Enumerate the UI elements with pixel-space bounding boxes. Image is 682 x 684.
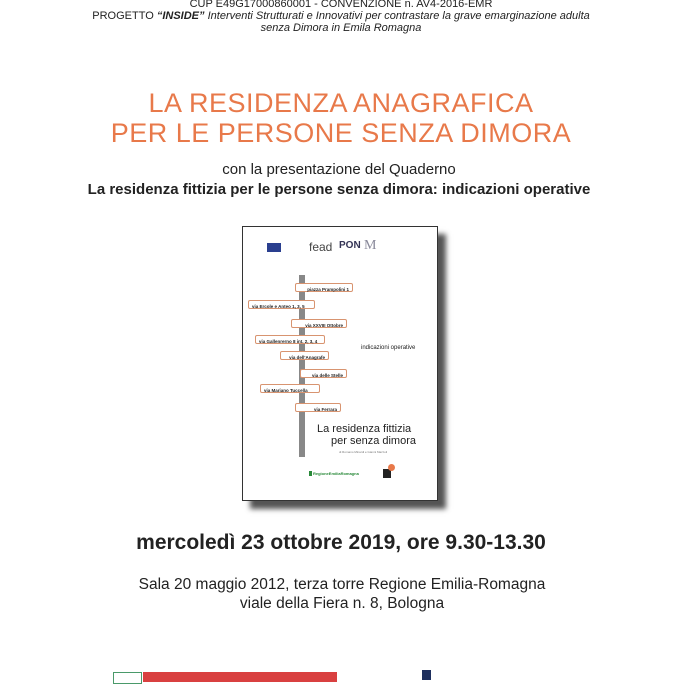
project-desc-2: senza Dimora in Emila Romagna — [260, 22, 422, 34]
publisher-logo-circle-icon — [388, 464, 395, 471]
cover-subtitle: indicazioni operative — [361, 345, 416, 351]
sign: via Mariano Tuccella — [260, 384, 320, 393]
logo-fead: fead — [309, 240, 333, 254]
cup-line: CUP E49G17000860001 - CONVENZIONE n. AV4-2016-EMR — [189, 0, 493, 10]
footer-logo-red — [143, 672, 337, 682]
logo-ministry: M — [364, 238, 377, 253]
sign: via XXVIII Ottobre — [291, 319, 347, 328]
sign: via Ferrara — [295, 403, 341, 412]
cover-title-2: per senza dimora — [331, 435, 416, 447]
event-date: mercoledì 23 ottobre 2019, ore 9.30-13.30 — [136, 531, 546, 554]
footer-logo-blue — [422, 670, 431, 680]
project-name: “INSIDE” — [156, 10, 205, 22]
sign: piazza Prampolini 1 — [295, 283, 353, 292]
main-title-line2: PER LE PERSONE SENZA DIMORA — [110, 118, 572, 148]
sign: via delle Stelle — [300, 369, 347, 378]
cover-authors: di Romano Minardi e Gianni Mazzoli — [339, 450, 388, 454]
project-line — [0, 10, 682, 22]
sign: via Ercole e Anteo 1, 3, 5 — [248, 300, 315, 309]
footer-logo-green — [113, 672, 142, 684]
region-logo: RegioneEmiliaRomagna — [309, 471, 359, 476]
project-label: PROGETTO — [92, 10, 154, 22]
subtitle-intro: con la presentazione del Quaderno — [222, 161, 456, 178]
cover-title-1: La residenza fittizia — [317, 423, 412, 435]
book-title: La residenza fittizia per le persone senza dimora: indicazioni operative — [87, 181, 591, 198]
main-title-line1: LA RESIDENZA ANAGRAFICA — [148, 88, 534, 118]
book-cover — [242, 226, 438, 501]
sign: via Gallenrerno 8 int. 2, 3, 4 — [255, 335, 325, 344]
project-desc: Interventi Strutturati e Innovativi per contrastare la grave emarginazione adulta — [207, 10, 590, 22]
sign: via dell'Anagrafe — [280, 351, 329, 360]
venue-line2: viale della Fiera n. 8, Bologna — [239, 595, 445, 612]
logo-pon: PON — [339, 240, 361, 251]
venue-line1: Sala 20 maggio 2012, terza torre Regione Emilia-Romagna — [138, 576, 546, 593]
eu-flag-icon — [267, 243, 281, 252]
